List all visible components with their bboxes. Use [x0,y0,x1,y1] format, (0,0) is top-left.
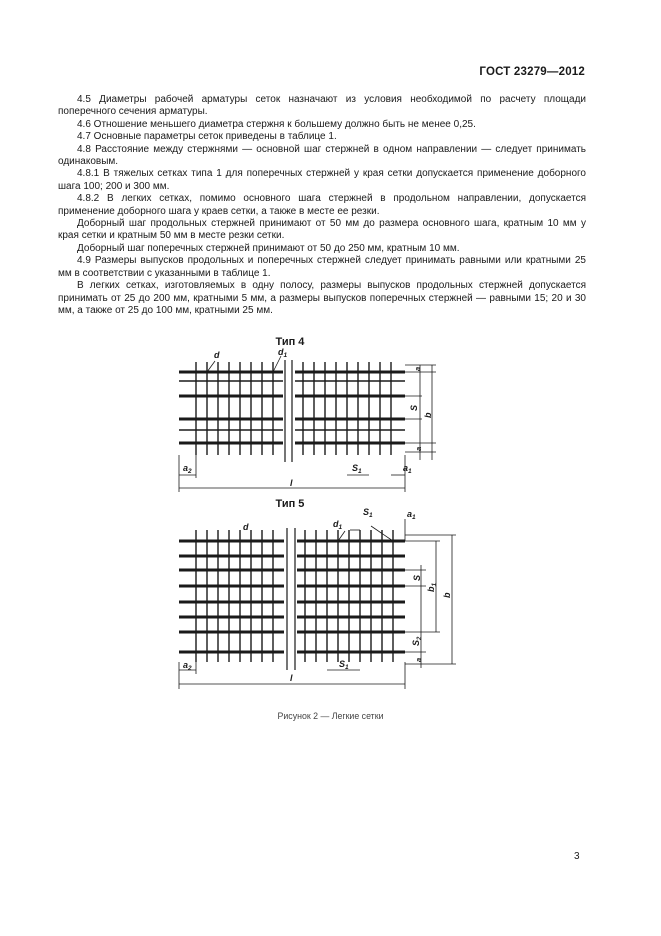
type4-label-a-bottom: a [414,446,423,451]
type4-label-s: S [409,404,419,411]
type4-label-b: b [423,412,433,418]
type4-label-a1: $a_1$ [403,463,412,475]
type5-label-b1: $b_1$ [426,582,438,592]
type5-label-s2: $S_2$ [411,636,423,646]
type5-label-s: S [412,574,422,581]
paragraph-light-mesh: В легких сетках, изготовляемых в одну полосу, размеры выпусков продольных стержней допускается принимать от 25 до 200 мм, кратными 5 мм, а размеры выпусков поперечных стержней — равными 15; 20 и 30 мм, а также от 25 до 100 мм, кратными 25 мм. [58,280,586,316]
type5-labels [183,507,452,683]
type5-label-s1-top: $S_1$ [363,507,373,519]
type4-label-a-top: a [413,366,422,371]
type4-mesh [179,356,436,492]
type5-label-d: d [243,522,249,532]
type4-label-s1: $S_1$ [352,463,362,475]
paragraph-4-6: 4.6 Отношение меньшего диаметра стержня к большему должно быть не менее 0,25. [77,118,476,130]
page-number: 3 [574,851,580,862]
type5-label-d1: $d_1$ [333,519,343,531]
type5-label-a2: $a_2$ [183,660,192,672]
paragraph-4-7: 4.7 Основные параметры сеток приведены в таблице 1. [77,131,337,143]
figure-caption: Рисунок 2 — Легкие сетки [277,711,384,721]
type4-label-d1: $d_1$ [278,347,288,359]
type5-title: Тип 5 [275,498,305,510]
type4-label-a2: $a_2$ [183,463,192,475]
paragraph-4-9: 4.9 Размеры выпусков продольных и поперечных стержней следует принимать равными или кратными 25 мм в соответствии с указанными в таблице 1. [58,255,586,279]
type5-label-l: l [290,673,293,683]
type5-label-b: b [442,592,452,598]
type5-label-a: a [414,657,423,662]
type5-label-s1: $S_1$ [339,659,349,671]
paragraph-4-8-2: 4.8.2 В легких сетках, помимо основного шага стержней в продольном направлении, допускается применение доборного шага у краев сетки, а также в месте ее резки. [58,193,586,217]
type4-title: Тип 4 [275,336,305,348]
paragraph-4-5: 4.5 Диаметры рабочей арматуры сеток назначают из условия необходимой по расчету площади поперечного сечения арматуры. [58,94,586,118]
paragraph-longitudinal-step: Доборный шаг продольных стержней принимают от 50 мм до размера основного шага, кратным 10 мм у края сетки и кратным 50 мм в месте резки сетки. [58,218,586,242]
standard-header: ГОСТ 23279—2012 [479,66,585,78]
type4-label-l: l [290,478,293,488]
paragraph-4-8-1: 4.8.1 В тяжелых сетках типа 1 для поперечных стержней у края сетки допускается применение доборного шага 100; 200 и 300 мм. [58,168,586,192]
paragraph-transverse-step: Доборный шаг поперечных стержней принимают от 50 до 250 мм, кратным 10 мм. [77,242,460,254]
type4-label-d: d [214,350,220,360]
body-text [58,94,586,317]
type5-label-a1-top: $a_1$ [407,509,416,521]
mesh-drawings [0,334,661,724]
paragraph-4-8: 4.8 Расстояние между стержнями — основной шаг стержней в одном направлении — следует принимать одинаковым. [58,143,586,168]
type5-mesh [179,519,456,689]
